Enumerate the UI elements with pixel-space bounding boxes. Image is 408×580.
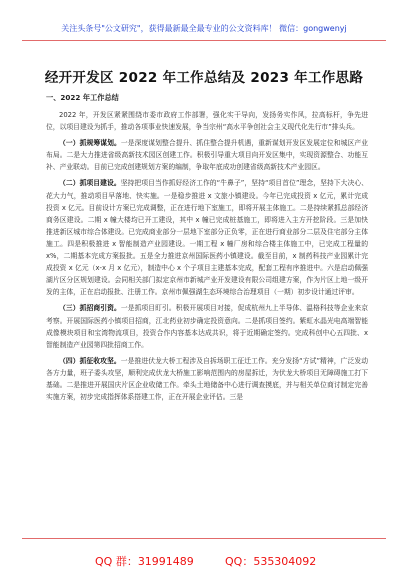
intro-paragraph: 2022 年，开发区紧紧围绕市委市政府工作部署，强化实干导向，发扬务实作风，拉高标杆，争先进位，以项目建设为抓手，推动各项事业快速发展，争当宗州“高水平争创社会主义现代化先行市”排头兵。: [46, 111, 368, 132]
qq-contact-text: QQ：535304092: [225, 555, 317, 568]
paragraph-lead: （二）抓项目建设。: [59, 179, 121, 188]
section-heading: 一、2022 年工作总结: [46, 93, 119, 102]
qq-group-text: QQ 群：31991489: [95, 555, 194, 568]
paragraph-text: 一是抓项目盯引。积极开展项目对接，促成杭州九上半导体、温格科技等企业来京考察。开展国际医药小镇项目招商，江北药业初步确定投资意向。二是抓项目签约。紫虹水晶光电高端智能成像模块项目和宝湾物流项目，投资合作内容基本达成共识，将于近期确定签约。完成科创中心五四批、x 智能制造产业园第四批招商工作。: [46, 304, 369, 349]
paragraph-text: 一是推进伏龙大桥工程涉及自拆场职工征迁工作。充分发扬“方试”精神，广泛发动各方力量，班子委头攻坚，顺利完成伏龙大桥施工影响范围内的房屋拆迁，为伏龙大桥项目无障碍施工打下基础。二是推进开展国庆片区企业收储工作。牵头土地储备中心进行调查摸底，并与相关单位商讨制定完善实施方案，初步完成指挥体系搭建工作，正在开展企业评估。三是: [46, 356, 368, 402]
paragraph-text: 坚持把项目当作抓好经济工作的“牛鼻子”，坚持“项目首位”理念，坚持下大决心、花大力气，推动项目早落地、快实施。一是稳步推进 x 文旅小镇建设。今年已完成投资 x 亿元，累计完成投资 x 亿元。目前设计方案已完成调整，正在进行地下室施工，即将开展主体施工。二是持续紧抓总部经济商务区建设。二期 x 幢大楼均已开工建设，其中 x 幢已完成桩基施工，即将进入主方开挖阶段。三是加快推进新区城市综合体建设。已完成商业部分一层地下室部分正负零，正在进行商业部分二层及住宅部分主体施工。四是积极推进 x 智能制造产业园建设。一期工程 x 幢厂房和综合楼主体施工中，已完成工程量的 x%，二期基本完成方案报批。五是全力推进京州国际医药小镇建设。截至目前，x 制药科技产业园累计完成投资 x 亿元（x-x 月 x 亿元），制造中心 x 个子项目主建基本完成，配套工程有序推进中。六是启动佩强湖片区分区规划建设。会同相关部门拟定京州市新城产业开发建设有限公司组建方案，作为片区上地一级开发的主体，正在启动报批、注册工作。京州市佩强湖生态环境综合治理项目（一期）初步设计通过评审。: [46, 179, 369, 297]
document-body: [46, 92, 368, 407]
paragraph-lead: （一）抓规筹谋划。: [59, 139, 121, 148]
paragraph-expropriation: [46, 355, 368, 403]
footer-divider: [22, 538, 386, 539]
banner-text[interactable]: 关注头条号"公文研究"，获得最新最全最专业的公文资料库！ 微信：gongwenyj: [61, 24, 347, 33]
paragraph-planning: [46, 137, 368, 173]
promo-banner: [0, 0, 408, 44]
promo-footer: [0, 538, 408, 580]
paragraph-lead: （四）抓征收攻坚。: [59, 356, 121, 365]
document-title: 经开开发区 2022 年工作总结及 2023 年工作思路: [44, 70, 364, 86]
paragraph-investment: [46, 302, 368, 350]
paragraph-lead: （三）抓招商引资。: [59, 304, 121, 313]
header-divider: [22, 40, 386, 41]
paragraph-text: 一是深度谋划整合提升、抓住整合提升机遇，重新谋划开发区发展定位和城区产业布局。二是大力推进省级高新技术园区创建工作。积极引导重大项目向开发区集中，实现资源整合、功能互补、产业联动。目前已完成创建规划方案的编制，争取年底成功创建省级高新技术产业园区。: [46, 139, 369, 172]
paragraph-projects: [46, 177, 368, 298]
